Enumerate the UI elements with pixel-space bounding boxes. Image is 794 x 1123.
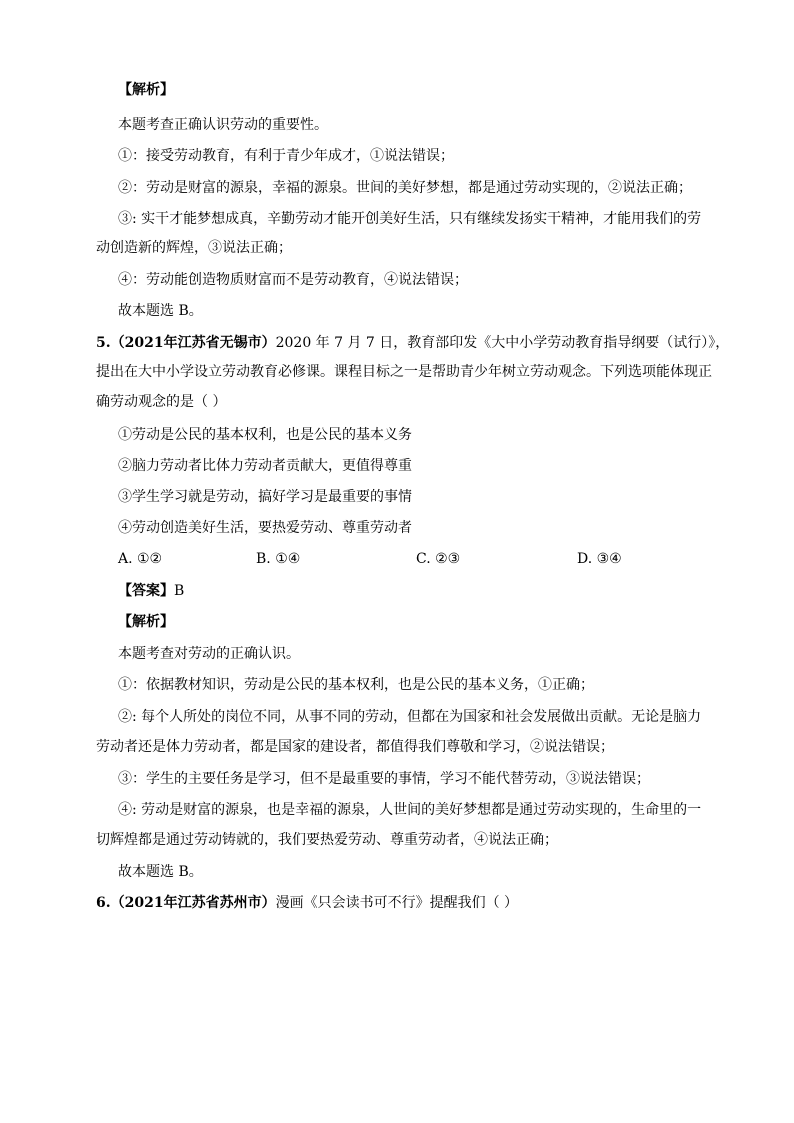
question-5-stem-line-2: 提出在大中小学设立劳动教育必修课。课程目标之一是帮助青少年树立劳动观念。下列选项能体现正 bbox=[96, 364, 712, 380]
question-6-source: 2021年江苏省苏州市 bbox=[124, 895, 262, 911]
question-5-source: 2021年江苏省无锡市 bbox=[124, 335, 262, 351]
question-5-item-4: ④劳动创造美好生活，要热爱劳动、尊重劳动者 bbox=[118, 520, 412, 536]
question-5-analysis-point-1: ①：依据教材知识，劳动是公民的基本权利，也是公民的基本义务，①正确； bbox=[118, 677, 594, 693]
question-5-stem-line-3: 确劳动观念的是（ ） bbox=[96, 394, 227, 410]
question-5-header bbox=[96, 333, 729, 353]
question-5-option-b: B. ①④ bbox=[256, 551, 301, 567]
analysis-conclusion: 故本题选 B。 bbox=[118, 303, 203, 319]
question-5-answer bbox=[118, 581, 184, 601]
question-6-number: 6.（ bbox=[96, 895, 125, 911]
question-5-analysis-point-3: ③：学生的主要任务是学习，但不是最重要的事情，学习不能代替劳动，③说法错误； bbox=[118, 771, 650, 787]
question-5-analysis-intro: 本题考查对劳动的正确认识。 bbox=[118, 646, 300, 662]
analysis-point-4: ④：劳动能创造物质财富而不是劳动教育，④说法错误； bbox=[118, 272, 468, 288]
question-5-analysis-heading: 【解析】 bbox=[118, 614, 174, 630]
analysis-point-3-line-2: 动创造新的辉煌，③说法正确； bbox=[96, 240, 292, 256]
question-5-analysis-point-2-line-2: 劳动者还是体力劳动者，都是国家的建设者，都值得我们尊敬和学习，②说法错误； bbox=[96, 739, 614, 755]
analysis-point-3-line-1: ③: 实干才能梦想成真，辛勤劳动才能开创美好生活，只有继续发扬实干精神，才能用我们的劳 bbox=[118, 211, 702, 227]
answer-value: B bbox=[174, 583, 185, 599]
question-6-source-close: ） bbox=[261, 895, 276, 911]
question-5-analysis-point-2-line-1: ②: 每个人所处的岗位不同，从事不同的劳动，但都在为国家和社会发展做出贡献。无论是脑力 bbox=[118, 709, 702, 725]
analysis-point-1: ①：接受劳动教育，有利于青少年成才，①说法错误； bbox=[118, 148, 454, 164]
analysis-point-2: ②：劳动是财富的源泉，幸福的源泉。世间的美好梦想，都是通过劳动实现的，②说法正确； bbox=[118, 180, 692, 196]
question-5-option-d: D. ③④ bbox=[577, 551, 622, 567]
question-5-source-close: ） bbox=[261, 335, 276, 351]
question-5-item-1: ①劳动是公民的基本权利，也是公民的基本义务 bbox=[118, 427, 412, 443]
question-6-stem: 漫画《只会读书可不行》提醒我们（ ） bbox=[275, 895, 519, 911]
question-5-stem-line-1: 2020 年 7 月 7 日，教育部印发《大中小学劳动教育指导纲要（试行）》， bbox=[275, 335, 730, 351]
question-5-option-c: C. ②③ bbox=[416, 551, 461, 567]
question-5-item-3: ③学生学习就是劳动，搞好学习是最重要的事情 bbox=[118, 489, 412, 505]
question-5-number: 5.（ bbox=[96, 335, 125, 351]
analysis-intro: 本题考查正确认识劳动的重要性。 bbox=[118, 117, 328, 133]
question-5-analysis-point-4-line-1: ④: 劳动是财富的源泉，也是幸福的源泉，人世间的美好梦想都是通过劳动实现的，生命里的一 bbox=[118, 802, 702, 818]
question-5-item-2: ②脑力劳动者比体力劳动者贡献大，更值得尊重 bbox=[118, 458, 412, 474]
answer-label: 【答案】 bbox=[118, 583, 174, 599]
question-5-option-a: A. ①② bbox=[118, 551, 163, 567]
analysis-heading: 【解析】 bbox=[118, 82, 174, 98]
question-5-conclusion: 故本题选 B。 bbox=[118, 864, 203, 880]
question-6-header bbox=[96, 893, 518, 913]
question-5-analysis-point-4-line-2: 切辉煌都是通过劳动铸就的，我们要热爱劳动、尊重劳动者，④说法正确； bbox=[96, 832, 558, 848]
